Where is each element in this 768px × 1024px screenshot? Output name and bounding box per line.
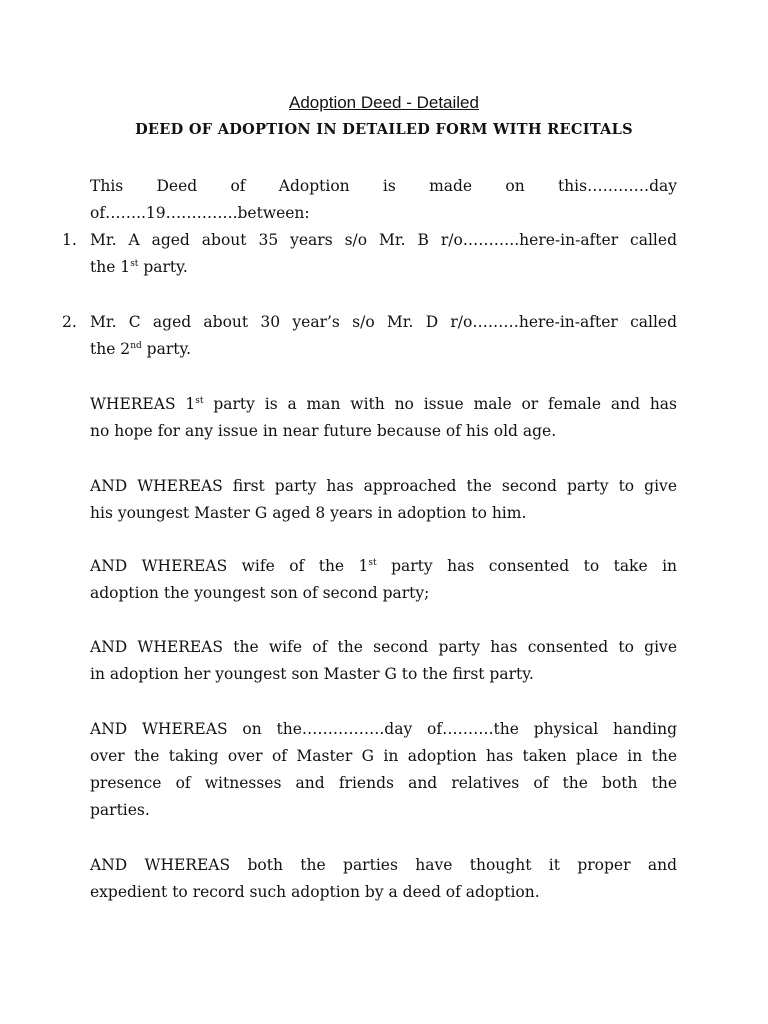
recital-5-line-2: over the taking over of Master G in adoption has taken place in the — [90, 747, 677, 765]
party-1-line-2-post: party. — [138, 258, 188, 276]
party-1-ordinal: st — [130, 258, 139, 269]
recital-5-line-3: presence of witnesses and friends and relatives of the both the — [90, 774, 677, 792]
recital-1-line-1-pre: WHEREAS 1 — [90, 395, 196, 413]
recital-1-line-1 — [90, 391, 677, 418]
intro-line-1: This Deed of Adoption is made on this…………day — [90, 177, 677, 195]
document-subtitle: DEED OF ADOPTION IN DETAILED FORM WITH RECITALS — [135, 121, 633, 138]
recital-5-line-1: AND WHEREAS on the…………….day of……….the physical handing — [90, 720, 677, 738]
party-2-line-2 — [90, 336, 677, 363]
recital-3-line-2: adoption the youngest son of second party; — [90, 584, 430, 602]
recital-5-paragraph — [90, 716, 677, 824]
recital-1-line-1-post: party is a man with no issue male or female and has — [203, 395, 678, 413]
recital-3-ordinal: st — [368, 557, 377, 568]
recital-2-paragraph — [90, 473, 677, 527]
party-2-line-1: Mr. C aged about 30 year’s s/o Mr. D r/o………here-in-after called — [90, 313, 677, 331]
document-title: Adoption Deed - Detailed — [289, 93, 479, 112]
recital-2-line-2: his youngest Master G aged 8 years in adoption to him. — [90, 504, 527, 522]
party-1-number: 1. — [62, 231, 77, 249]
party-1-item — [62, 227, 677, 281]
recital-4-line-2: in adoption her youngest son Master G to the first party. — [90, 665, 534, 683]
intro-line-2: of……..19…………..between: — [90, 204, 310, 222]
recital-1-paragraph — [90, 391, 677, 445]
party-1-text — [90, 227, 677, 281]
recital-5-line-4: parties. — [90, 801, 150, 819]
recital-4-line-1: AND WHEREAS the wife of the second party has consented to give — [90, 638, 677, 656]
party-1-line-1: Mr. A aged about 35 years s/o Mr. B r/o………..here-in-after called — [90, 231, 677, 249]
party-2-item — [62, 309, 677, 363]
recital-3-line-1 — [90, 553, 677, 580]
recital-4-paragraph — [90, 634, 677, 688]
recital-6-paragraph — [90, 852, 677, 906]
recital-3-paragraph — [90, 553, 677, 607]
party-1-line-2 — [90, 254, 677, 281]
party-1-line-2-pre: the 1 — [90, 258, 131, 276]
party-2-text — [90, 309, 677, 363]
recital-2-line-1: AND WHEREAS first party has approached the second party to give — [90, 477, 677, 495]
recital-1-line-2: no hope for any issue in near future because of his old age. — [90, 422, 557, 440]
recital-6-line-2: expedient to record such adoption by a deed of adoption. — [90, 883, 540, 901]
party-2-number: 2. — [62, 313, 77, 331]
party-2-line-2-post: party. — [141, 340, 192, 358]
party-2-line-2-pre: the 2 — [90, 340, 131, 358]
party-2-ordinal: nd — [130, 340, 142, 351]
recital-1-ordinal: st — [195, 395, 204, 406]
recital-3-line-1-pre: AND WHEREAS wife of the 1 — [90, 557, 369, 575]
intro-paragraph — [90, 173, 677, 227]
recital-3-line-1-post: party has consented to take in — [376, 557, 678, 575]
recital-6-line-1: AND WHEREAS both the parties have thought it proper and — [90, 856, 677, 874]
